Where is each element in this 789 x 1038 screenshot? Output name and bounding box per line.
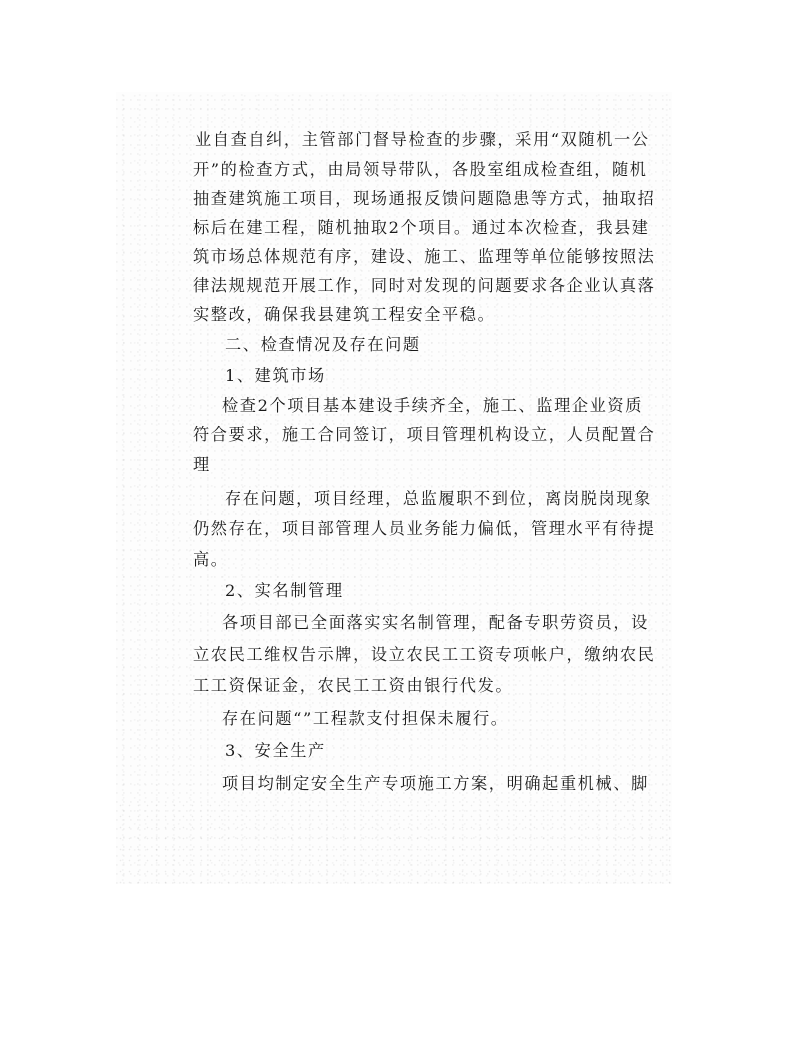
body-line-18: 立农民工维权告示牌，设立农民工工资专项帐户，缴纳农民 bbox=[193, 645, 656, 664]
body-line-1: 业自查自纠，主管部门督导检查的步骤，采用“双随机一公 bbox=[195, 130, 650, 149]
body-line-19: 工工资保证金，农民工工资由银行代发。 bbox=[193, 676, 514, 695]
subsection-heading-3: 3、安全生产 bbox=[225, 741, 326, 760]
body-line-22: 项目均制定安全生产专项施工方案，明确起重机械、脚 bbox=[222, 774, 649, 793]
body-line-14: 仍然存在，项目部管理人员业务能力偏低，管理水平有待提 bbox=[193, 519, 656, 538]
body-line-11: 符合要求，施工合同签订，项目管理机构设立，人员配置合 bbox=[193, 425, 656, 444]
body-line-2: 开”的检查方式，由局领导带队，各股室组成检查组，随机 bbox=[193, 160, 648, 179]
subsection-heading-1: 1、建筑市场 bbox=[225, 366, 326, 385]
body-line-7: 实整改，确保我县建筑工程安全平稳。 bbox=[193, 305, 496, 324]
body-line-17: 各项目部已全面落实实名制管理，配备专职劳资员，设 bbox=[222, 613, 649, 632]
body-line-3: 抽查建筑施工项目，现场通报反馈问题隐患等方式，抽取招 bbox=[193, 189, 656, 208]
body-line-10: 检查2个项目基本建设手续齐全，施工、监理企业资质 bbox=[222, 396, 644, 415]
body-line-20: 存在问题“”工程款支付担保未履行。 bbox=[222, 709, 509, 728]
body-line-6: 律法规规范开展工作，同时对发现的问题要求各企业认真落 bbox=[193, 276, 656, 295]
subsection-heading-2: 2、实名制管理 bbox=[225, 581, 344, 600]
scan-noise bbox=[116, 800, 672, 884]
body-line-13: 存在问题，项目经理，总监履职不到位，离岗脱岗现象 bbox=[225, 489, 652, 508]
body-line-4: 标后在建工程，随机抽取2个项目。通过本次检查，我县建 bbox=[193, 218, 650, 237]
body-line-15: 高。 bbox=[193, 550, 229, 569]
body-line-12: 理 bbox=[193, 455, 211, 474]
body-line-5: 筑市场总体规范有序，建设、施工、监理等单位能够按照法 bbox=[193, 247, 656, 266]
section-heading: 二、检查情况及存在问题 bbox=[225, 335, 421, 354]
scanned-page bbox=[116, 92, 672, 884]
